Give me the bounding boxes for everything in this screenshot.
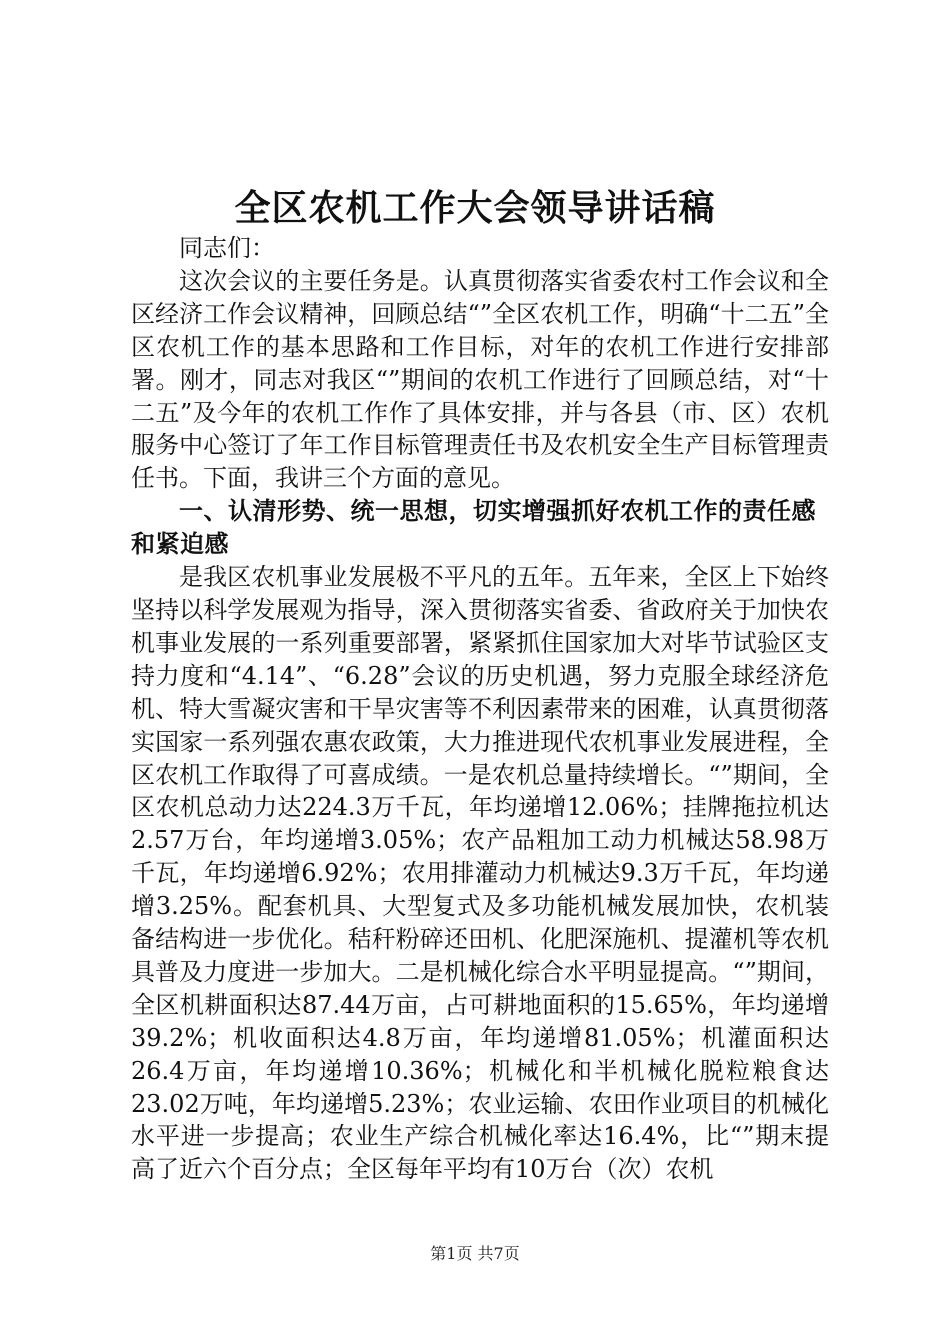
document-body [131,232,829,1186]
salutation: 同志们： [179,234,275,262]
paragraph-section-1: 是我区农机事业发展极不平凡的五年。五年来，全区上下始终坚持以科学发展观为指导，深入贯彻落实省委、省政府关于加快农机事业发展的一系列重要部署，紧紧抓住国家加大对毕节试验区支持力度和“4.14”、“6.28”会议的历史机遇，努力克服全球经济危机、特大雪凝灾害和干旱灾害等不利因素带来的困难，认真贯彻落实国家一系列强农惠农政策，大力推进现代农机事业发展进程，全区农机工作取得了可喜成绩。一是农机总量持续增长。“”期间，全区农机总动力达224.3万千瓦，年均递增12.06%；挂牌拖拉机达2.57万台，年均递增3.05%；农产品粗加工动力机械达58.98万千瓦，年均递增6.92%；农用排灌动力机械达9.3万千瓦，年均递增3.25%。配套机具、大型复式及多功能机械发展加快，农机装备结构进一步优化。秸秆粉碎还田机、化肥深施机、提灌机等农机具普及力度进一步加大。二是机械化综合水平明显提高。“”期间，全区机耕面积达87.44万亩，占可耕地面积的15.65%，年均递增39.2%；机收面积达4.8万亩，年均递增81.05%；机灌面积达26.4万亩，年均递增10.36%；机械化和半机械化脱粒粮食达23.02万吨，年均递增5.23%；农业运输、农田作业项目的机械化水平进一步提高；农业生产综合机械化率达16.4%，比“”期末提高了近六个百分点；全区每年平均有10万台（次）农机 [131,563,829,1184]
paragraph-intro: 这次会议的主要任务是。认真贯彻落实省委农村工作会议和全区经济工作会议精神，回顾总结“”全区农机工作，明确“十二五”全区农机工作的基本思路和工作目标，对年的农机工作进行安排部署。刚才，同志对我区“”期间的农机工作进行了回顾总结，对“十二五”及今年的农机工作作了具体安排，并与各县（市、区）农机服务中心签订了年工作目标管理责任书及农机安全生产目标管理责任书。下面，我讲三个方面的意见。 [131,266,829,493]
page-footer: 第1页 共7页 [430,1244,520,1263]
document-title: 全区农机工作大会领导讲话稿 [234,188,716,229]
section-heading-1: 一、认清形势、统一思想，切实增强抓好农机工作的责任感和紧迫感 [131,497,816,559]
